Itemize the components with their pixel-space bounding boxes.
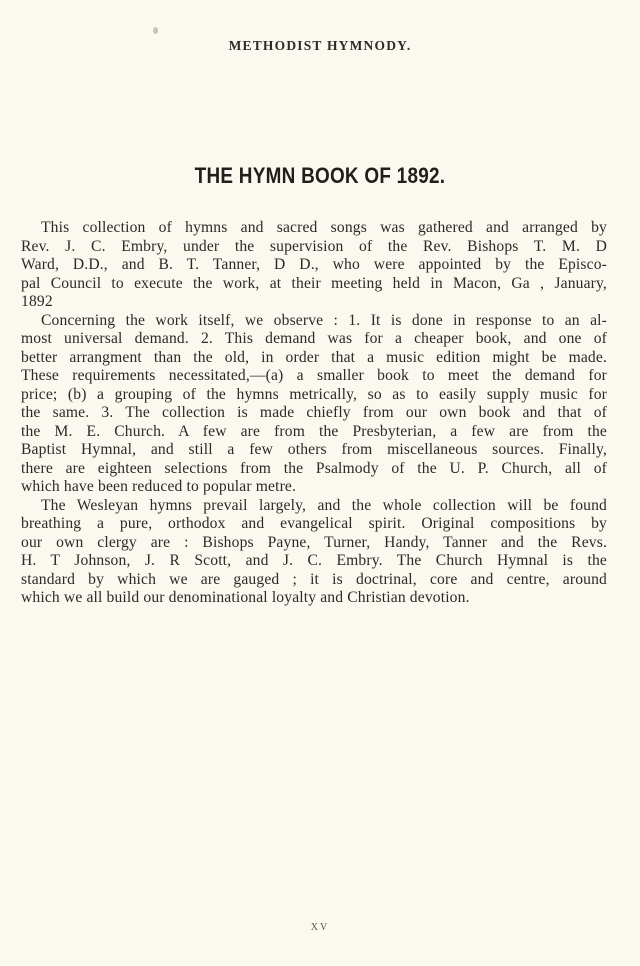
body-text	[21, 219, 607, 608]
page-title: THE HYMN BOOK OF 1892.	[194, 163, 446, 188]
ink-spot	[153, 27, 158, 34]
text-line: Rev. J. C. Embry, under the supervision of the Rev. Bishops T. M. D	[21, 237, 607, 255]
text-line: price; (b) a grouping of the hymns metrically, so as to easily supply music for	[21, 385, 607, 403]
text-line: most universal demand. 2. This demand was for a cheaper book, and one of	[21, 330, 607, 347]
text-line: Concerning the work itself, we observe : 1. It is done in response to an al-	[41, 311, 607, 329]
text-line: the M. E. Church. A few are from the Presbyterian, a few are from the	[21, 422, 607, 440]
text-line: the same. 3. The collection is made chiefly from our own book and that of	[21, 404, 607, 421]
text-line: which have been reduced to popular metre.	[21, 478, 297, 495]
text-line: our own clergy are : Bishops Payne, Turner, Handy, Tanner and the Revs.	[21, 533, 607, 551]
text-line: This collection of hymns and sacred songs was gathered and arranged by	[41, 219, 607, 236]
text-line: there are eighteen selections from the Psalmody of the U. P. Church, all of	[21, 459, 607, 477]
text-line: Baptist Hymnal, and still a few others from miscellaneous sources. Finally,	[21, 441, 607, 458]
text-line: standard by which we are gauged ; it is doctrinal, core and centre, around	[21, 570, 607, 588]
text-line: The Wesleyan hymns prevail largely, and the whole collection will be found	[41, 496, 607, 514]
text-line: These requirements necessitated,—(a) a smaller book to meet the demand for	[21, 367, 607, 384]
text-line: which we all build our denominational loyalty and Christian devotion.	[21, 589, 470, 606]
running-head: METHODIST HYMNODY.	[228, 38, 412, 53]
text-line: H. T Johnson, J. R Scott, and J. C. Embry. The Church Hymnal is the	[21, 552, 607, 569]
text-line: breathing a pure, orthodox and evangelical spirit. Original compositions by	[21, 515, 607, 532]
page-number: XV	[310, 922, 330, 933]
text-line: Ward, D.D., and B. T. Tanner, D D., who were appointed by the Episco-	[21, 256, 607, 273]
text-line: 1892	[21, 293, 53, 310]
text-line: better arrangment than the old, in order that a music edition might be made.	[21, 348, 607, 366]
text-line: pal Council to execute the work, at their meeting held in Macon, Ga , January,	[21, 274, 607, 292]
